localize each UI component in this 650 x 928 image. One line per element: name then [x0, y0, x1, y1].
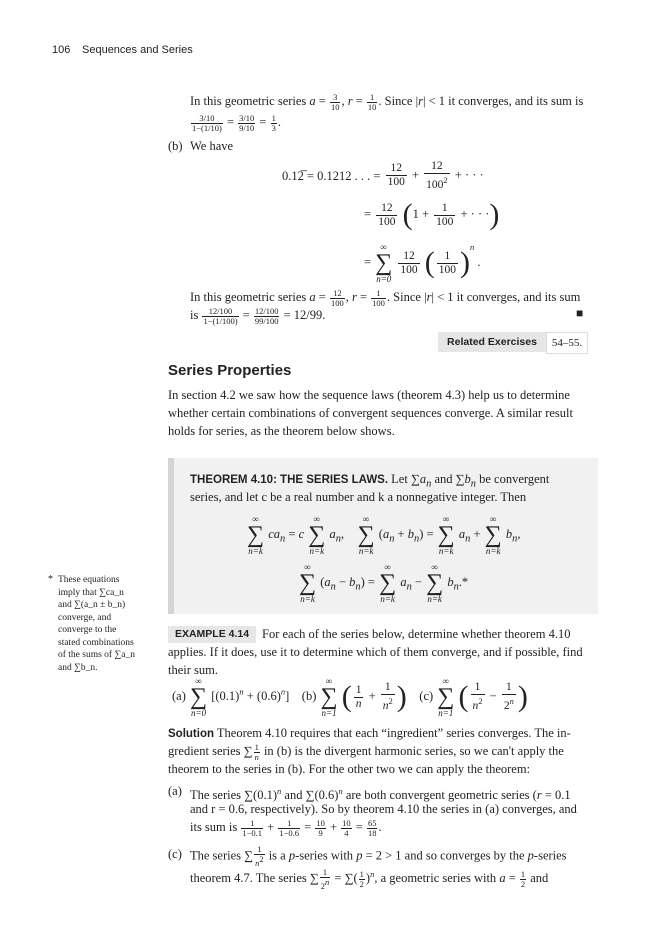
theorem-side-bar: [168, 458, 174, 614]
example-line3: their sum.: [168, 663, 218, 677]
related-exercises-value: 54–55.: [546, 332, 588, 354]
solution-line1: Solution Theorem 4.10 requires that each “ingredient” series converges. The in-: [168, 726, 571, 740]
equation-line-1: 0.12̅ = 0.1212 . . . = $\frac{12}{100}$ + $\frac{12}{100^2}$ + · · ·: [282, 160, 484, 191]
solution-a-line2: and r = 0.6, respectively). So by theorem 4.10 the series in (a) converges, and: [190, 802, 577, 816]
equation-line-3: = ∞ ∑ n=0 $\frac{12}{100}$ ( $\frac{1}{100}$ )$^n$ .: [364, 242, 481, 285]
section-para-line2: whether certain combinations of convergent sequences converge. A similar result: [168, 406, 573, 420]
theorem-statement-line2: series, and let c be a real number and k a nonnegative integer. Then: [190, 490, 527, 504]
solution-line3: theorem to the series in (b). For the other two we can apply the theorem:: [168, 762, 531, 776]
part-b-intro: We have: [190, 139, 234, 153]
example-line2: applies. If it does, use it to determine which of them converge, and if possible, find: [168, 645, 583, 659]
related-exercises-label: Related Exercises: [438, 332, 546, 352]
part-b-label: (b): [168, 139, 183, 153]
running-title: Sequences and Series: [82, 44, 193, 56]
solution-c-label: (c): [168, 847, 182, 861]
example-series-list: (a) ∞ ∑ n=0 $[(0.1)^n + (0.6)^n]$ (b) ∞ ∑ n=1 ( $\frac{1}{n}$ + $\frac{1}{n^2}$ ) (c) ∞ ∑ n=1 ( $\frac{1}{n^2}$ − $\frac{1}{2^n}$ ): [172, 676, 528, 718]
section-para-line3: holds for series, as the theorem below shows.: [168, 424, 395, 438]
solution-c-line1: The series ∑ $\frac{1}{n^2}$ is a p-series with p = 2 > 1 and so converges by the p-series: [190, 844, 567, 868]
theorem-statement-line1: THEOREM 4.10: THE SERIES LAWS. Let $\sum a_n$ and $\sum b_n$ be convergent: [190, 472, 550, 490]
part-b-sum-line2: is $\frac{12/100}{1-(1/100)}$ = $\frac{12/100}{99/100}$ = 12/99.: [190, 305, 326, 326]
series-laws-equation-1: ∞ ∑ n=k $ca_n = c$ ∞ ∑ n=k $a_n$, ∞ ∑ n=k $(a_n + b_n)$ = ∞ ∑ n=k $a_n$ + ∞ ∑ n=k $b_n$,: [247, 514, 521, 556]
solution-c-line2: theorem 4.7. The series ∑ $\frac{1}{2^n}$ = ∑( $\frac{1}{2}$ )$^n$, a geometric series with a = $\frac{1}{2}$ and: [190, 866, 549, 891]
solution-a-label: (a): [168, 784, 182, 798]
example-label: EXAMPLE 4.14: [168, 626, 256, 643]
footnote: These equations imply that ∑ca_n and ∑(a_n ± b_n) converge, and converge to the stated combinations of the sums of ∑a_n and ∑b_n.: [58, 575, 135, 673]
footnote-marker: *: [48, 574, 53, 585]
solution-line2: gredient series ∑ $\frac{1}{n}$ in (b) is the divergent harmonic series, so we can't apply the: [168, 741, 564, 762]
series-laws-equation-2: ∞ ∑ n=k $(a_n - b_n)$ = ∞ ∑ n=k $a_n$ − ∞ ∑ n=k $b_n.*$: [299, 562, 469, 604]
section-title: Series Properties: [168, 362, 292, 379]
part-b-sum-line1: In this geometric series a = $\frac{12}{100}$ , r = $\frac{1}{100}$ . Since |r| < 1 it converges, and its sum: [190, 287, 581, 308]
solution-a-line1: The series $\sum(0.1)^n$ and $\sum(0.6)^n$ are both convergent geometric series (r = 0.1: [190, 786, 571, 803]
equation-line-2: = $\frac{12}{100}$ (1 + $\frac{1}{100}$ + · · ·): [364, 198, 500, 231]
solution-a-line3: its sum is $\frac{1}{1-0.1}$ + $\frac{1}{1-0.6}$ = $\frac{10}{9}$ + $\frac{10}{4}$ = $\frac{65}{18}$ .: [190, 817, 382, 838]
page-number: 106: [52, 44, 71, 56]
end-of-proof-mark: ■: [576, 306, 584, 320]
example-line1: For each of the series below, determine whether theorem 4.10: [262, 627, 571, 641]
part-a-sum-line1: In this geometric series a = $\frac{3}{10}$ , r = $\frac{1}{10}$ . Since |r| < 1 it converges, and its sum is: [190, 91, 584, 112]
part-a-sum-line2: $\frac{3/10}{1-(1/10)}$ = $\frac{3/10}{9/10}$ = $\frac{1}{3}$ .: [192, 112, 281, 133]
section-para-line1: In section 4.2 we saw how the sequence laws (theorem 4.3) help us to determine: [168, 388, 570, 402]
